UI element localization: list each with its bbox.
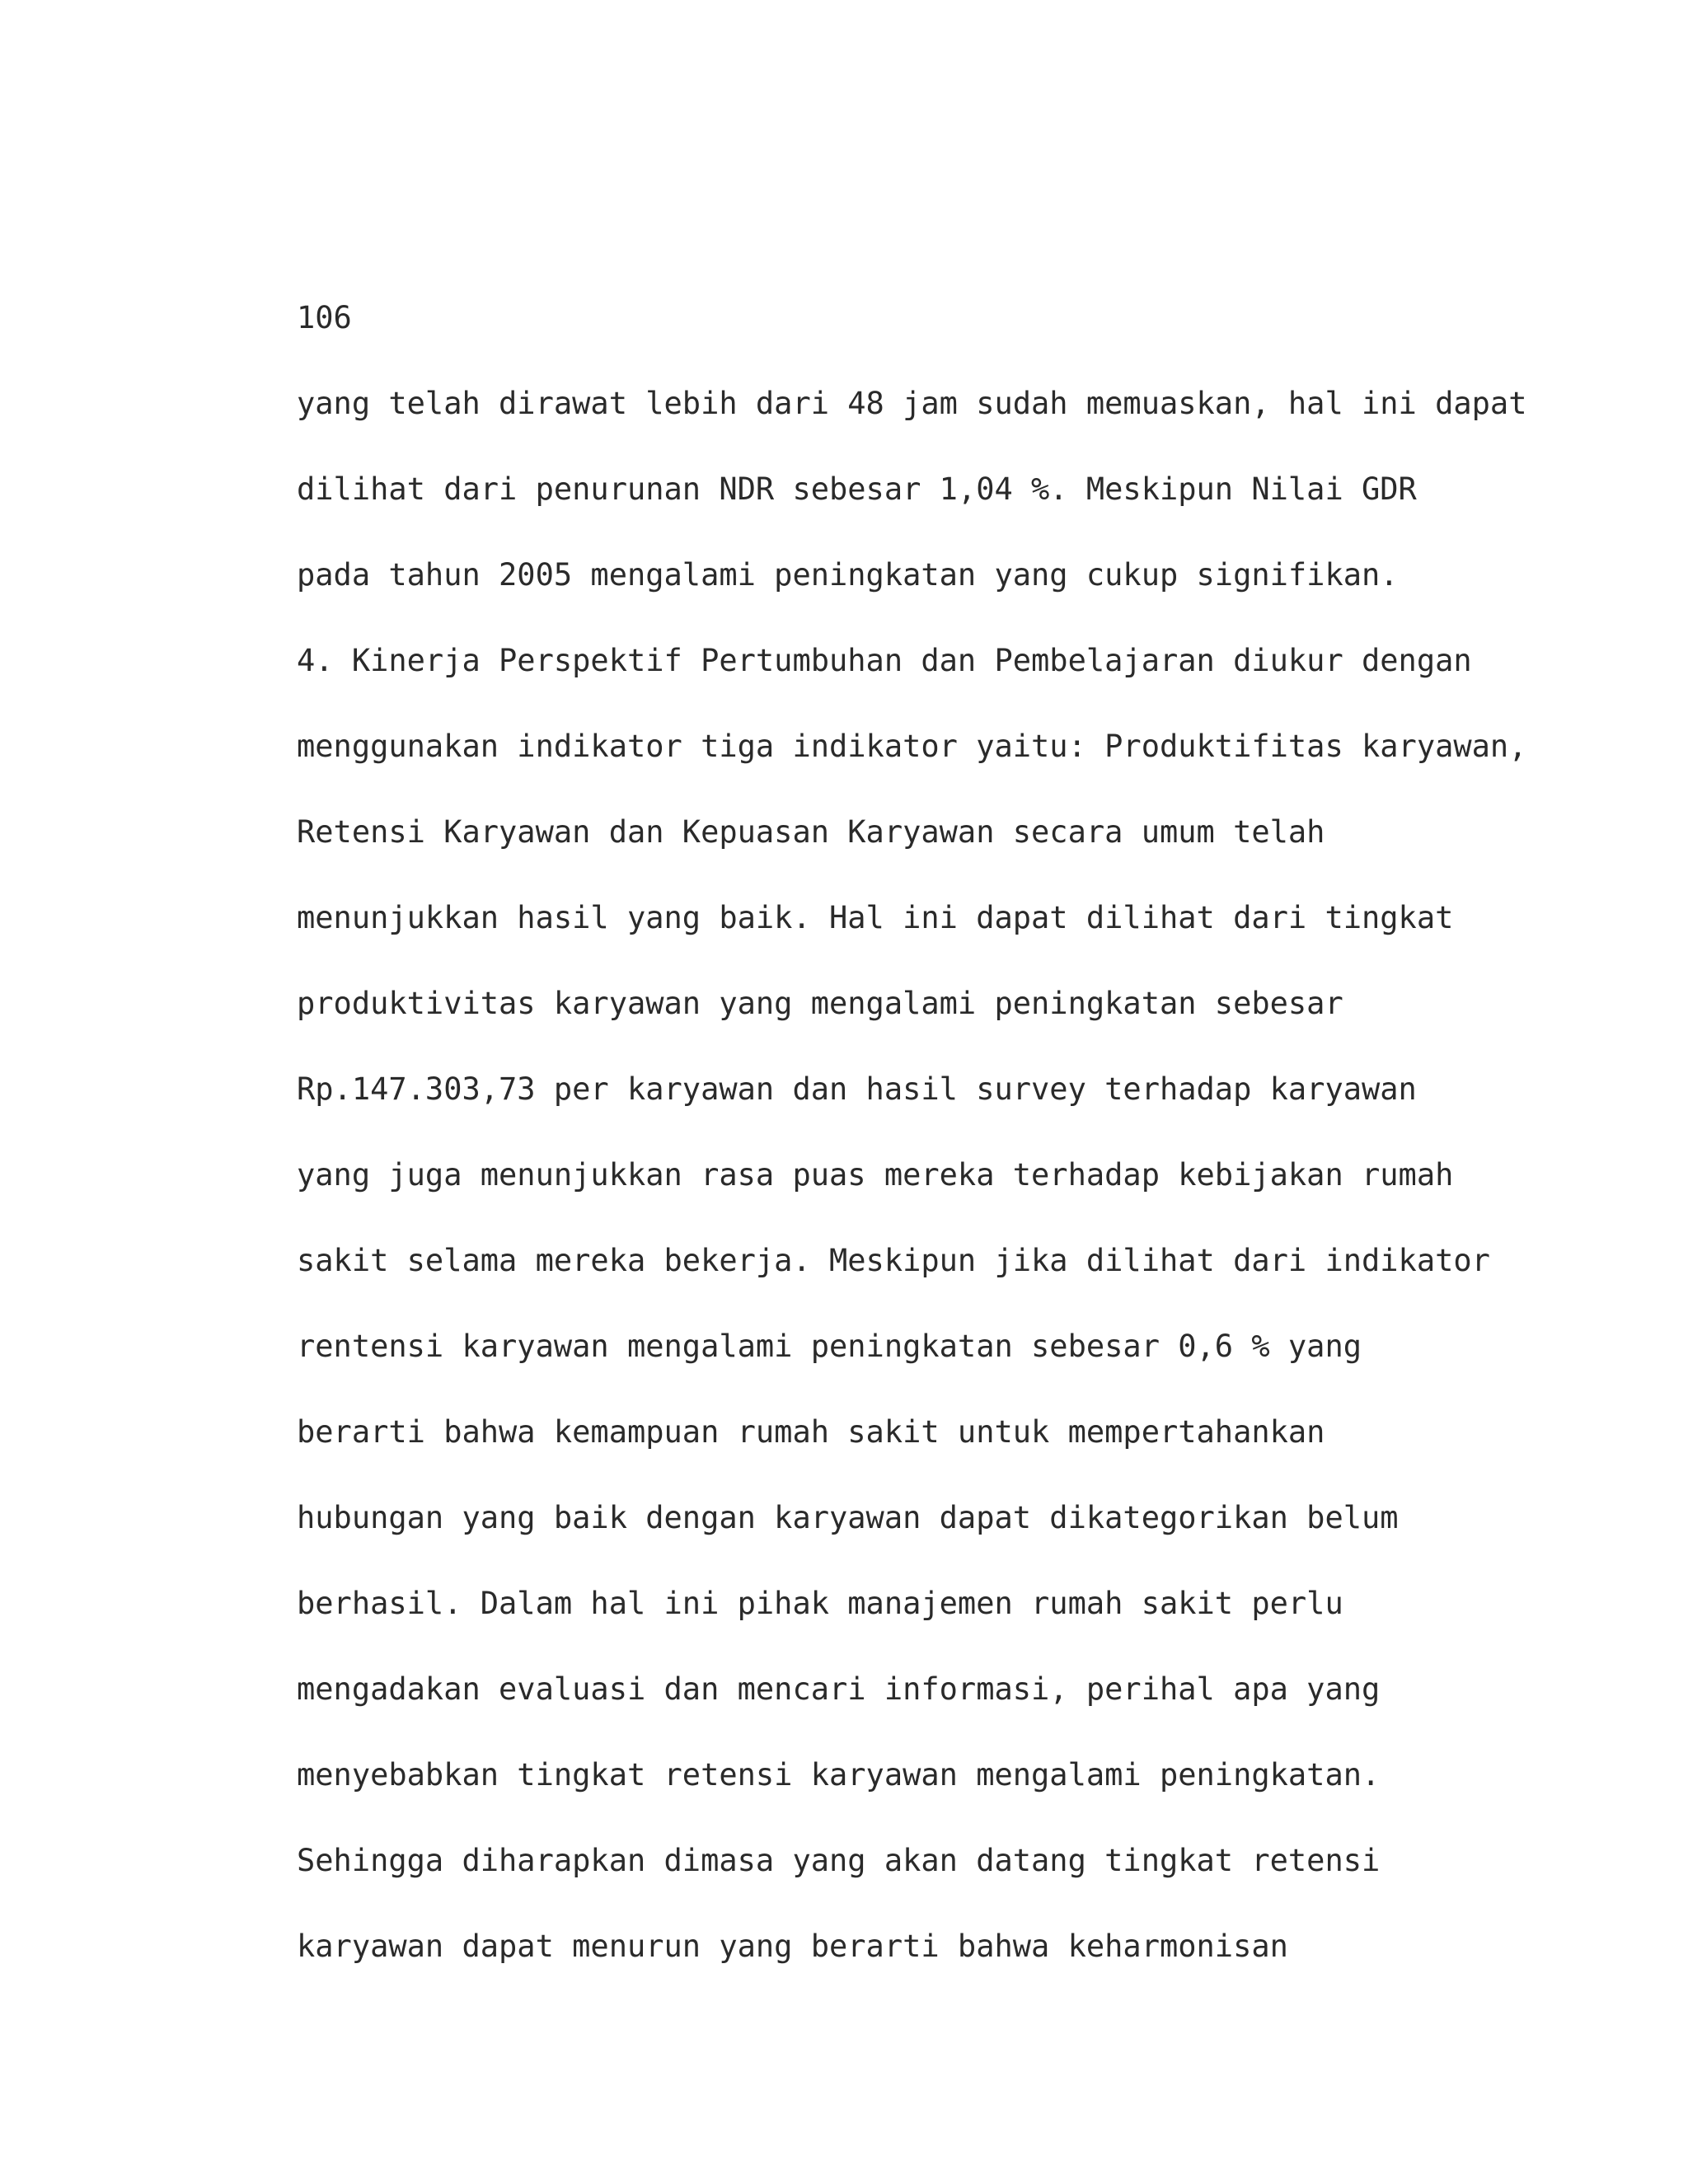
text-line-16: mengadakan evaluasi dan mencari informasi, perihal apa yang	[297, 1671, 1381, 1707]
text-line-14: hubungan yang baik dengan karyawan dapat dikategorikan belum	[297, 1500, 1399, 1535]
text-line-12: rentensi karyawan mengalami peningkatan sebesar 0,6 % yang	[297, 1329, 1362, 1364]
text-line-1: yang telah dirawat lebih dari 48 jam sudah memuaskan, hal ini dapat	[297, 386, 1527, 421]
page-number: 106	[297, 300, 352, 335]
text-line-8: produktivitas karyawan yang mengalami peningkatan sebesar	[297, 986, 1343, 1021]
text-line-6: Retensi Karyawan dan Kepuasan Karyawan secara umum telah	[297, 814, 1325, 850]
text-block	[297, 298, 1681, 2013]
text-line-17: menyebabkan tingkat retensi karyawan mengalami peningkatan.	[297, 1757, 1381, 1793]
text-line-9: Rp.147.303,73 per karyawan dan hasil survey terhadap karyawan	[297, 1071, 1417, 1107]
text-line-4: 4. Kinerja Perspektif Pertumbuhan dan Pembelajaran diukur dengan	[297, 643, 1472, 678]
text-line-15: berhasil. Dalam hal ini pihak manajemen rumah sakit perlu	[297, 1586, 1343, 1621]
text-line-11: sakit selama mereka bekerja. Meskipun jika dilihat dari indikator	[297, 1243, 1490, 1278]
text-line-19: karyawan dapat menurun yang berarti bahwa keharmonisan	[297, 1929, 1288, 1964]
text-line-13: berarti bahwa kemampuan rumah sakit untuk mempertahankan	[297, 1414, 1325, 1450]
text-line-2: dilihat dari penurunan NDR sebesar 1,04 %. Meskipun Nilai GDR	[297, 471, 1417, 507]
text-line-7: menunjukkan hasil yang baik. Hal ini dapat dilihat dari tingkat	[297, 900, 1454, 935]
text-line-3: pada tahun 2005 mengalami peningkatan yang cukup signifikan.	[297, 557, 1399, 593]
text-line-10: yang juga menunjukkan rasa puas mereka terhadap kebijakan rumah	[297, 1157, 1454, 1193]
text-line-5: menggunakan indikator tiga indikator yaitu: Produktifitas karyawan,	[297, 729, 1527, 764]
text-line-18: Sehingga diharapkan dimasa yang akan datang tingkat retensi	[297, 1843, 1381, 1878]
